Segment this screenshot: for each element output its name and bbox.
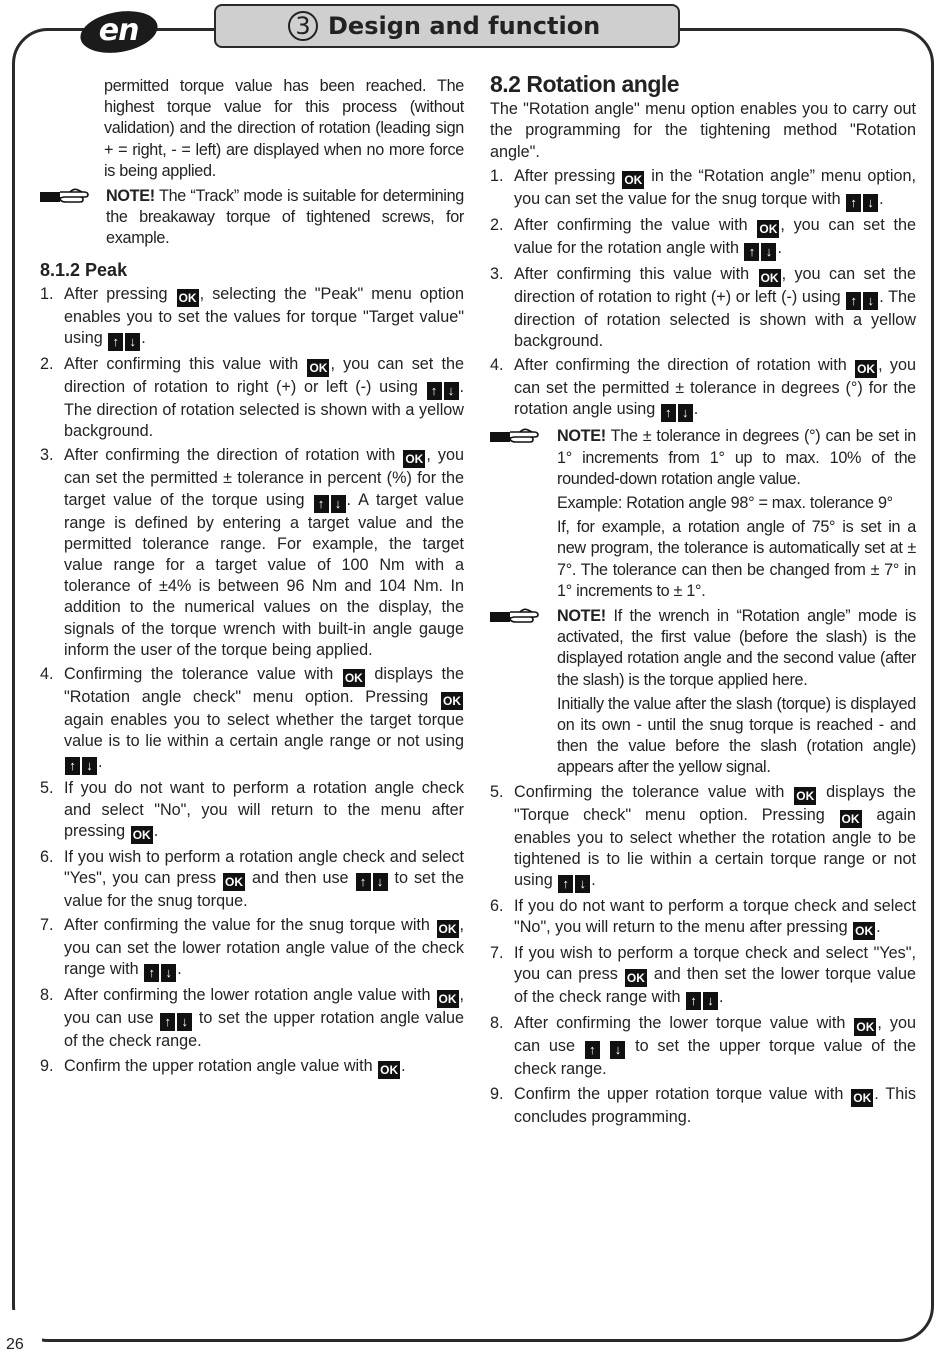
step-item: 5. Confirming the tolerance value with OK displays the "Torque check" menu option. Pressing OK again enables you to select whether the rotation angle to be tightened is to lie within a certain torque range or not using ↑ ↓ . [490, 782, 916, 892]
step-number: 4. [40, 665, 54, 684]
pointing-hand-icon [490, 606, 544, 626]
ok-key-icon: OK [796, 788, 815, 803]
step-item: 9. Confirm the upper rotation angle value with OK . [40, 1056, 406, 1077]
step-item: 8. After confirming the lower torque value with OK , you can use ↑ ↓ to set the upper torque value of the check range. [490, 1014, 916, 1079]
ok-key-icon: OK [443, 694, 461, 709]
arrow-up-key-icon: ↑ [144, 964, 159, 982]
arrow-up-key-icon: ↑ [744, 243, 759, 261]
arrow-up-key-icon: ↑ [160, 1013, 175, 1031]
pointing-hand-icon [490, 426, 544, 446]
section-intro: The "Rotation angle" menu option enables you to carry out the programming for the tightening method "Rotation angle". [490, 100, 916, 161]
ok-key-icon: OK [225, 875, 244, 890]
step-item: 1. After pressing OK in the “Rotation angle” menu option, you can set the value for the snug torque with ↑ ↓ . [490, 166, 916, 210]
step-item: 3. After confirming this value with OK , you can set the direction of rotation to right (+) or left (-) using ↑ ↓ . The direction of rotation selected is shown with a yellow background. [490, 264, 916, 351]
arrow-down-key-icon: ↓ [703, 992, 718, 1010]
step-number: 3. [490, 264, 504, 283]
page-number: 26 [6, 1336, 24, 1353]
step-item: 4. Confirming the tolerance value with OK displays the "Rotation angle check" menu option. Pressing OK again enables you to select whether the target torque value is to lie within a certain angle range or not using ↑ ↓ . [40, 665, 464, 774]
arrow-down-key-icon: ↓ [161, 964, 176, 982]
note-extra: Initially the value after the slash (torque) is displayed on its own - until the snug torque is reached - and then the value before the slash (rotation angle) appears after the yellow signal. [557, 694, 917, 777]
arrow-up-key-icon: ↑ [314, 495, 329, 513]
right-column [490, 71, 917, 1128]
step-item: 3. After confirming the direction of rotation with OK , you can set the permitted ± tolerance in percent (%) for the target value of the torque using ↑ ↓ . A target value range is defined by entering a target value and the permitted tolerance range. For example, the target value range for a target value of 100 Nm with a tolerance of ±4% is between 96 Nm and 104 Nm. In addition to the numerical values on the display, the signals of the torque wrench with built-in angle gauge inform the user of the torque being applied. [40, 446, 464, 659]
ok-key-icon: OK [405, 452, 424, 467]
step-item: 2. After confirming this value with OK , you can set the direction of rotation to right (+) or left (-) using ↑ ↓ . The direction of rotation selected is shown with a yellow background. [40, 355, 464, 441]
arrow-down-key-icon: ↓ [575, 875, 590, 893]
note-example: Example: Rotation angle 98° = max. tolerance 9° [557, 494, 893, 513]
ok-key-icon: OK [841, 811, 860, 826]
step-number: 4. [490, 356, 504, 375]
step-number: 7. [40, 916, 54, 935]
subheading-peak: 8.1.2 Peak [40, 259, 128, 280]
step-number: 6. [40, 847, 54, 866]
arrow-up-key-icon: ↑ [558, 875, 573, 893]
step-number: 1. [40, 284, 54, 303]
arrow-up-key-icon: ↑ [356, 873, 371, 891]
step-number: 5. [490, 782, 504, 801]
step-number: 2. [40, 355, 54, 374]
step-number: 3. [40, 446, 54, 465]
ok-key-icon: OK [760, 270, 779, 285]
ok-key-icon: OK [438, 992, 457, 1007]
step-item: 8. After confirming the lower rotation angle value with OK , you can use ↑ ↓ to set the upper rotation angle value of the check range. [40, 986, 464, 1051]
note-tolerance [490, 426, 916, 602]
ok-key-icon: OK [309, 361, 328, 376]
note-text: The “Track” mode is suitable for determining the breakaway torque of tightened screws, for example. [106, 187, 465, 248]
ok-key-icon: OK [759, 221, 778, 236]
ok-key-icon: OK [626, 971, 645, 986]
step-number: 5. [40, 779, 54, 798]
ok-key-icon: OK [853, 1090, 872, 1105]
note-display [490, 606, 916, 779]
step-number: 7. [490, 944, 504, 963]
step-item: 6. If you do not want to perform a torque check and select "No", you will return to the menu after pressing OK . [490, 897, 916, 939]
arrow-up-key-icon: ↑ [686, 992, 701, 1010]
arrow-down-key-icon: ↓ [82, 757, 97, 775]
step-item: 2. After confirming the value with OK , you can set the value for the rotation angle with ↑ ↓ . [490, 215, 916, 259]
left-intro: permitted torque value has been reached. The highest torque value for this process (without validation) and the direction of rotation (leading sign + = right, - = left) are displayed when no more force is being applied. [104, 77, 464, 180]
arrow-down-key-icon: ↓ [761, 243, 776, 261]
ok-key-icon: OK [855, 924, 874, 939]
step-item: 4. After confirming the direction of rotation with OK , you can set the permitted ± tolerance in degrees (°) for the rotation angle using ↑ ↓ . [490, 356, 916, 421]
step-item: 7. After confirming the value for the snug torque with OK , you can set the lower rotation angle value of the check range with ↑ ↓ . [40, 916, 464, 981]
arrow-up-key-icon: ↑ [65, 757, 80, 775]
ok-key-icon: OK [344, 671, 363, 686]
ok-key-icon: OK [856, 1020, 875, 1035]
arrow-down-key-icon: ↓ [177, 1013, 192, 1031]
note-track [40, 186, 464, 250]
language-code: en [98, 12, 139, 48]
arrow-down-key-icon: ↓ [863, 292, 878, 310]
note-text: If the wrench in “Rotation angle” mode is activated, the first value (before the slash) is the displayed rotation angle and the second value (after the slash) is the torque applied here. [557, 607, 916, 689]
left-column [40, 76, 464, 1079]
chapter-number: 3 [288, 11, 318, 41]
pointing-hand-icon [40, 186, 94, 206]
step-item: 9. Confirm the upper rotation torque value with OK . This concludes programming. [490, 1084, 916, 1126]
note-label: NOTE! [557, 607, 606, 626]
step-number: 1. [490, 166, 504, 185]
arrow-up-key-icon: ↑ [108, 333, 123, 351]
step-item: 6. If you wish to perform a rotation angle check and select "Yes", you can press OK and then use ↑ ↓ to set the value for the snug torque. [40, 847, 465, 911]
ok-key-icon: OK [857, 362, 876, 377]
note-label: NOTE! [557, 427, 606, 446]
step-number: 9. [40, 1056, 54, 1075]
step-item: 7. If you wish to perform a torque check and select "Yes", you can press OK and then set the lower torque value of the check range with ↑ ↓ . [490, 944, 917, 1009]
section-heading: 8.2 Rotation angle [490, 71, 680, 97]
arrow-up-key-icon: ↑ [585, 1041, 600, 1059]
step-number: 8. [40, 986, 54, 1005]
arrow-up-key-icon: ↑ [427, 382, 442, 400]
ok-key-icon: OK [132, 827, 151, 842]
ok-key-icon: OK [380, 1062, 399, 1077]
peak-steps [40, 284, 464, 1079]
chapter-header [214, 4, 680, 48]
arrow-down-key-icon: ↓ [610, 1041, 625, 1059]
ok-key-icon: OK [624, 172, 643, 187]
ok-key-icon: OK [178, 290, 197, 305]
step-number: 9. [490, 1084, 504, 1103]
note-extra: If, for example, a rotation angle of 75° is set in a new program, the tolerance is automatically set at ± 7°. The tolerance can then be changed from ± 7° in 1° increments to ± 1°. [557, 518, 916, 600]
arrow-down-key-icon: ↓ [331, 495, 346, 513]
note-body [557, 426, 916, 490]
arrow-up-key-icon: ↑ [846, 194, 861, 212]
note-text: The ± tolerance in degrees (°) can be set in 1° increments from 1° up to max. 10% of the rounded-down rotation angle value. [557, 427, 917, 488]
step-number: 6. [490, 897, 504, 916]
note-body [557, 606, 916, 691]
arrow-down-key-icon: ↓ [678, 404, 693, 422]
rotation-steps-a [490, 166, 916, 423]
rotation-steps-b [490, 782, 916, 1128]
step-item: 5. If you do not want to perform a rotation angle check and select "No", you will return to the menu after pressing OK . [40, 779, 464, 842]
arrow-down-key-icon: ↓ [373, 873, 388, 891]
ok-key-icon: OK [438, 922, 457, 937]
step-item: 1. After pressing OK , selecting the "Peak" menu option enables you to set the values for torque "Target value" using ↑ ↓ . [40, 284, 464, 350]
step-number: 8. [490, 1014, 504, 1033]
arrow-down-key-icon: ↓ [444, 382, 459, 400]
arrow-up-key-icon: ↑ [846, 292, 861, 310]
chapter-title: Design and function [328, 12, 601, 40]
arrow-down-key-icon: ↓ [125, 333, 140, 351]
arrow-up-key-icon: ↑ [661, 404, 676, 422]
arrow-down-key-icon: ↓ [863, 194, 878, 212]
note-label: NOTE! [106, 187, 155, 206]
step-number: 2. [490, 215, 504, 234]
